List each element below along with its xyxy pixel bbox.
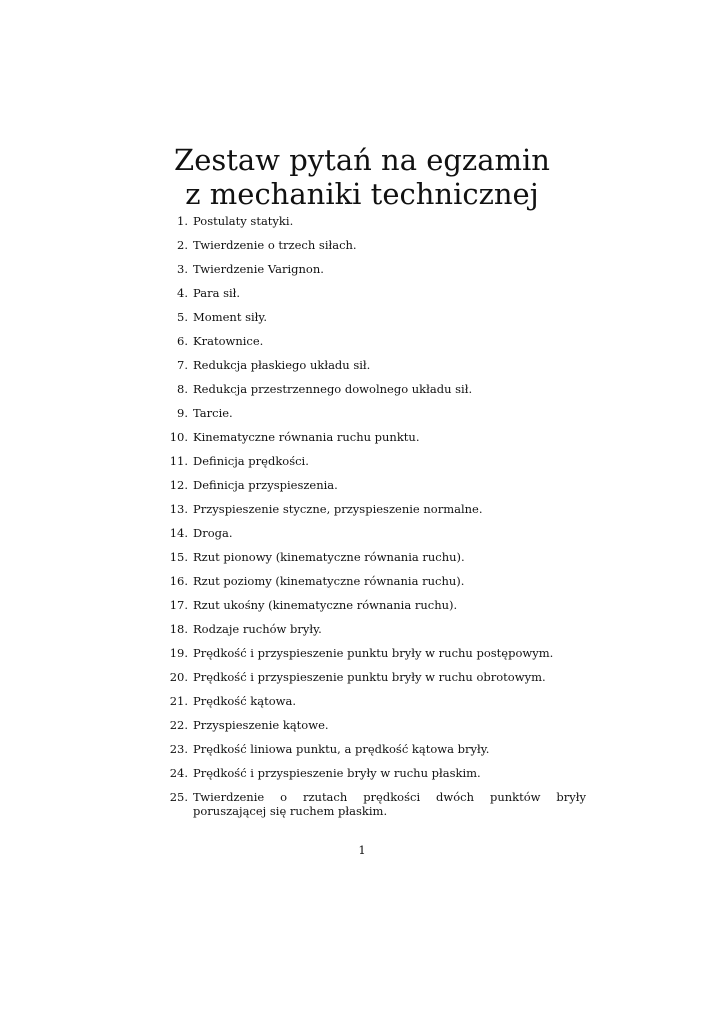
question-number: 18.: [169, 622, 188, 636]
question-text: Prędkość liniowa punktu, a prędkość kątowa bryły.: [193, 742, 490, 756]
question-number: 11.: [169, 454, 188, 468]
question-number: 10.: [169, 430, 188, 444]
question-text: Postulaty statyki.: [193, 214, 294, 228]
question-item: [166, 622, 586, 646]
question-number: 15.: [169, 550, 188, 564]
question-number: 17.: [169, 598, 188, 612]
question-text: Rzut poziomy (kinematyczne równania ruchu).: [193, 574, 465, 588]
question-number: 22.: [169, 718, 188, 732]
question-number: 2.: [177, 238, 188, 252]
question-item: [166, 310, 586, 334]
question-item: [166, 574, 586, 598]
question-item: [166, 238, 586, 262]
question-list: [166, 214, 586, 818]
question-number: 1.: [177, 214, 188, 228]
question-number: 12.: [169, 478, 188, 492]
question-text: Definicja prędkości.: [193, 454, 309, 468]
question-number: 5.: [177, 310, 188, 324]
question-text: Twierdzenie o trzech siłach.: [193, 238, 357, 252]
question-item: [166, 670, 586, 694]
question-item: [166, 262, 586, 286]
question-text: Redukcja płaskiego układu sił.: [193, 358, 371, 372]
question-number: 23.: [169, 742, 188, 756]
question-number: 14.: [169, 526, 188, 540]
question-number: 16.: [169, 574, 188, 588]
question-text: Definicja przyspieszenia.: [193, 478, 338, 492]
page-number: 1: [358, 843, 366, 857]
title-line-1: Zestaw pytań na egzamin: [174, 143, 550, 177]
question-text: Rzut pionowy (kinematyczne równania ruchu).: [193, 550, 465, 564]
question-text: Kinematyczne równania ruchu punktu.: [193, 430, 420, 444]
question-number: 25.: [169, 790, 188, 804]
question-number: 21.: [169, 694, 188, 708]
question-number: 4.: [177, 286, 188, 300]
question-text: Droga.: [193, 526, 233, 540]
question-number: 9.: [177, 406, 188, 420]
question-item: [166, 430, 586, 454]
question-item: [166, 406, 586, 430]
question-item: [166, 718, 586, 742]
question-item: [166, 502, 586, 526]
question-text: Para sił.: [193, 286, 241, 300]
question-text: Kratownice.: [193, 334, 264, 348]
question-number: 13.: [169, 502, 188, 516]
question-item: [166, 742, 586, 766]
question-item: [166, 790, 586, 818]
question-item: [166, 382, 586, 406]
question-number: 20.: [169, 670, 188, 684]
question-item: [166, 694, 586, 718]
question-text: Prędkość i przyspieszenie bryły w ruchu płaskim.: [193, 766, 481, 780]
question-item: [166, 478, 586, 502]
question-text: Prędkość i przyspieszenie punktu bryły w ruchu obrotowym.: [193, 670, 546, 684]
question-item: [166, 550, 586, 574]
question-text: Prędkość i przyspieszenie punktu bryły w ruchu postępowym.: [193, 646, 554, 660]
question-item: [166, 334, 586, 358]
question-text: Rzut ukośny (kinematyczne równania ruchu).: [193, 598, 458, 612]
question-item: [166, 526, 586, 550]
question-text: Przyspieszenie styczne, przyspieszenie normalne.: [193, 502, 483, 516]
question-item: [166, 598, 586, 622]
question-text: Twierdzenie Varignon.: [193, 262, 324, 276]
question-number: 24.: [169, 766, 188, 780]
question-text: Przyspieszenie kątowe.: [193, 718, 329, 732]
question-number: 19.: [169, 646, 188, 660]
question-item: [166, 454, 586, 478]
question-number: 8.: [177, 382, 188, 396]
question-number: 3.: [177, 262, 188, 276]
question-text: Moment siły.: [193, 310, 268, 324]
question-item: [166, 214, 586, 238]
question-item: [166, 286, 586, 310]
question-number: 6.: [177, 334, 188, 348]
question-item: [166, 766, 586, 790]
title-line-2: z mechaniki technicznej: [185, 177, 539, 211]
question-text: Rodzaje ruchów bryły.: [193, 622, 322, 636]
question-number: 7.: [177, 358, 188, 372]
question-text: Prędkość kątowa.: [193, 694, 297, 708]
document-title: [0, 143, 724, 211]
question-text: Redukcja przestrzennego dowolnego układu sił.: [193, 382, 473, 396]
question-item: [166, 358, 586, 382]
question-item: [166, 646, 586, 670]
question-text: Twierdzenie o rzutach prędkości dwóch punktów bryły poruszającej się ruchem płaskim.: [193, 790, 586, 818]
question-text: Tarcie.: [193, 406, 233, 420]
